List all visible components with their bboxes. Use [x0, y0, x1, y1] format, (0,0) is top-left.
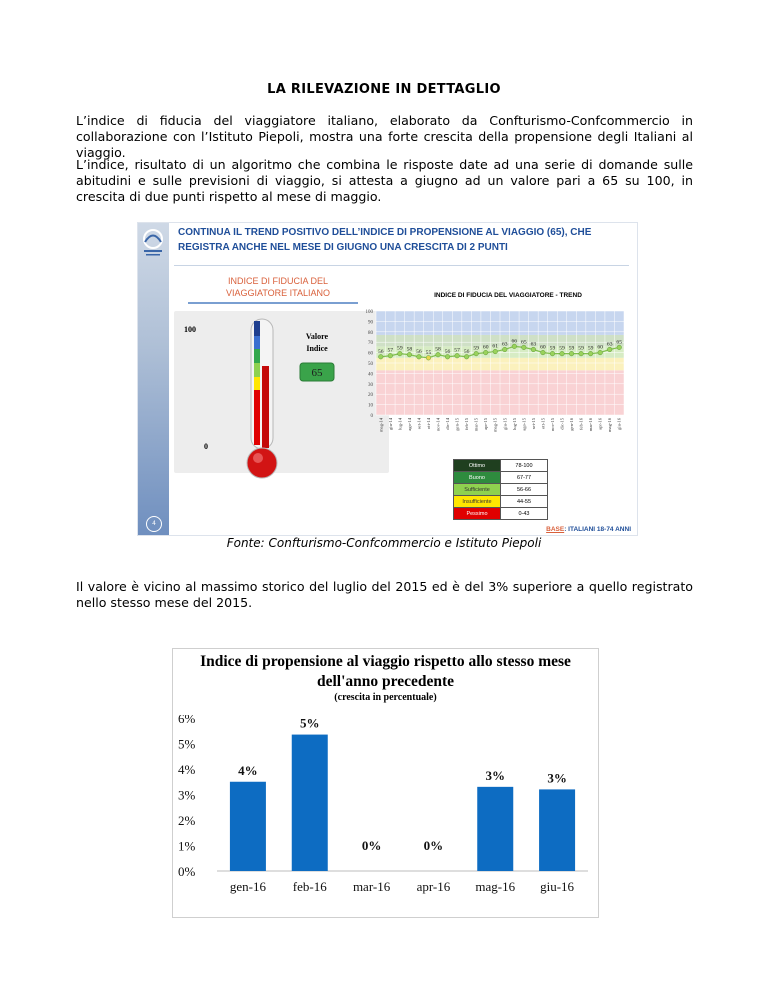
bar-data-label: 3% [547, 770, 567, 786]
trend-data-label: 59 [397, 345, 403, 352]
trend-point [502, 347, 507, 352]
value-label-line2: Indice [306, 344, 328, 353]
trend-data-label: 65 [616, 339, 623, 346]
legend-table [453, 459, 548, 520]
bar [230, 782, 266, 871]
trend-data-label: 59 [549, 345, 556, 352]
bar-ytick-label: 3% [178, 787, 196, 803]
trend-point [579, 351, 584, 356]
trend-data-label: 66 [511, 338, 518, 345]
trend-data-label: 56 [444, 348, 451, 355]
trend-xtick-label: giu-14 [387, 418, 393, 430]
legend-row [454, 508, 548, 520]
presentation-slide [137, 222, 638, 536]
trend-point [588, 351, 593, 356]
trend-xtick-label: ago-14 [406, 418, 412, 431]
trend-xtick-label: gen-15 [454, 418, 460, 431]
thermo-bulb-highlight [253, 453, 263, 463]
scale-insufficiente [254, 377, 260, 390]
trend-ytick-label: 50 [368, 362, 373, 367]
trend-data-label: 57 [454, 347, 460, 354]
trend-xtick-label: lug-15 [511, 418, 517, 430]
trend-data-label: 55 [425, 349, 432, 356]
bar-chart-frame [172, 648, 599, 918]
scale-ottimo [254, 321, 260, 336]
trend-xtick-label: mag-14 [378, 418, 384, 433]
legend-range: 56-66 [501, 484, 548, 496]
trend-xtick-label: lug-14 [397, 418, 403, 430]
trend-data-label: 59 [473, 345, 479, 352]
slide-sidebar [138, 223, 169, 535]
bar-chart-subtitle: (crescita in percentuale) [334, 692, 437, 703]
trend-ytick-label: 100 [365, 310, 373, 315]
piepoli-logo-icon [138, 223, 169, 283]
chart-source-caption: Fonte: Confturismo-Confcommercio e Istituto Piepoli [226, 536, 542, 550]
bar-xtick-label: mar-16 [352, 879, 391, 894]
trend-data-label: 63 [530, 341, 537, 348]
trend-data-label: 61 [492, 343, 499, 350]
bar-xtick-label: gen-16 [229, 879, 266, 894]
trend-point [436, 352, 441, 357]
trend-xtick-label: feb-16 [578, 418, 584, 430]
slide-title: CONTINUA IL TREND POSITIVO DELL’INDICE DI PROPENSIONE AL VIAGGIO (65), CHE REGISTRA ANCHE NEL MESE DI GIUGNO UNA CRESCITA DI 2 PUNTI [178, 227, 592, 253]
trend-xtick-label: set-15 [530, 418, 536, 430]
trend-xtick-label: feb-15 [464, 418, 470, 430]
trend-point [607, 347, 612, 352]
legend-row [454, 472, 548, 484]
trend-data-label: 63 [501, 341, 508, 348]
trend-point [522, 345, 527, 350]
trend-point [569, 351, 574, 356]
scale-buono [254, 336, 260, 349]
trend-point [455, 353, 460, 358]
bar-data-label: 5% [300, 715, 320, 731]
bar-ytick-label: 0% [178, 864, 196, 879]
trend-data-label: 59 [559, 345, 565, 352]
trend-data-label: 65 [521, 339, 527, 346]
trend-data-label: 60 [597, 344, 603, 351]
trend-data-label: 58 [406, 346, 413, 353]
trend-point [378, 354, 383, 359]
index-title-underline [188, 302, 358, 304]
trend-point [417, 354, 422, 359]
page-title: LA RILEVAZIONE IN DETTAGLIO [267, 82, 501, 97]
trend-data-label: 56 [416, 348, 422, 355]
bar [539, 789, 575, 871]
trend-point [493, 349, 498, 354]
thermo-mercury [262, 366, 269, 448]
trend-xtick-label: mar-16 [588, 418, 594, 432]
legend-range: 0-43 [501, 508, 548, 520]
legend-range: 78-100 [501, 460, 548, 472]
trend-xtick-label: ott-14 [425, 418, 431, 429]
trend-point [560, 351, 565, 356]
intro-paragraph: L’indice di fiducia del viaggiatore italiano, elaborato da Confturismo-Confcommercio in collaborazione con l’Istituto Piepoli, mostra una forte crescita della propensione degli Italiani al viaggio. [76, 113, 693, 161]
trend-point [474, 351, 479, 356]
bar [477, 787, 513, 871]
trend-xtick-label: nov-14 [435, 418, 441, 432]
base-note-text: : ITALIANI 18-74 ANNI [564, 526, 631, 533]
record-paragraph: Il valore è vicino al massimo storico del luglio del 2015 ed è del 3% superiore a quello registrato nello stesso mese del 2015. [76, 579, 693, 611]
trend-point [617, 345, 622, 350]
trend-point [550, 351, 555, 356]
bar-ytick-label: 6% [178, 715, 196, 726]
trend-xtick-label: dic-14 [445, 418, 451, 430]
trend-xtick-label: dic-15 [559, 418, 565, 430]
scale-pessimo [254, 390, 260, 445]
bar-data-label: 0% [361, 838, 382, 853]
legend-label: Pessimo [454, 508, 501, 520]
trend-data-label: 56 [463, 348, 470, 355]
trend-xtick-label: apr-15 [483, 418, 489, 430]
trend-xtick-label: mag-16 [607, 418, 613, 433]
slide-divider [174, 265, 629, 266]
trend-point [407, 352, 412, 357]
trend-data-label: 57 [387, 347, 394, 354]
bar-ytick-label: 1% [178, 838, 196, 854]
trend-data-label: 59 [587, 345, 594, 352]
bar-ytick-label: 2% [178, 813, 196, 828]
thermo-max-label: 100 [184, 325, 196, 334]
bar-xtick-label: feb-16 [292, 879, 327, 894]
trend-point [541, 350, 546, 355]
trend-data-label: 59 [568, 345, 575, 352]
trend-xtick-label: ago-15 [521, 418, 527, 431]
trend-ytick-label: 10 [368, 403, 373, 409]
thermo-bulb [247, 448, 277, 478]
base-note-prefix: BASE [546, 526, 565, 533]
trend-point [388, 353, 393, 358]
trend-point [512, 344, 517, 349]
trend-ytick-label: 70 [368, 341, 373, 347]
trend-xtick-label: mar-15 [473, 418, 479, 432]
trend-chart-title: INDICE DI FIDUCIA DEL VIAGGIATORE - TREND [434, 292, 582, 299]
trend-ytick-label: 30 [368, 382, 373, 388]
trend-ytick-label: 90 [368, 320, 373, 326]
index-paragraph: L’indice, risultato di un algoritmo che combina le risposte date ad una serie di domande sulle abitudini e sulle previsioni di viaggio, si attesta a giugno ad un valore pari a 65 su 100, in crescita di due punti rispetto al mese di maggio. [76, 157, 693, 205]
trend-ytick-label: 80 [368, 330, 373, 336]
bar-data-label: 4% [238, 762, 258, 778]
trend-xtick-label: apr-16 [597, 418, 603, 430]
value-label-line1: Valore [305, 332, 329, 341]
scale-sufficiente-low [254, 363, 260, 377]
trend-point [483, 350, 488, 355]
trend-xtick-label: gen-16 [569, 418, 575, 431]
legend-label: Ottimo [454, 460, 501, 472]
bar-data-label: 0% [423, 838, 444, 853]
trend-point [598, 350, 603, 355]
trend-ytick-label: 0 [370, 414, 373, 419]
trend-xtick-label: nov-15 [549, 418, 555, 432]
trend-point [426, 356, 431, 361]
bar-ytick-label: 5% [178, 736, 196, 752]
trend-point [398, 351, 403, 356]
thermometer [174, 311, 389, 486]
trend-point [464, 354, 469, 359]
legend-label: Sufficiente [454, 484, 501, 496]
value-number: 65 [311, 367, 323, 379]
trend-xtick-label: giu-16 [616, 418, 622, 430]
slide-number: 4 [146, 516, 162, 532]
trend-ytick-label: 60 [368, 351, 373, 357]
trend-data-label: 56 [377, 348, 384, 355]
trend-point [445, 354, 450, 359]
bar-chart-title: Indice di propensione al viaggio rispetto allo stesso mese dell'anno precedente [200, 653, 571, 690]
trend-data-label: 59 [578, 345, 584, 352]
trend-ytick-label: 40 [368, 372, 373, 378]
bar-data-label: 3% [485, 767, 505, 783]
bar-xtick-label: giu-16 [540, 879, 575, 894]
trend-xtick-label: mag-15 [492, 418, 498, 433]
thermo-min-label: 0 [204, 442, 208, 451]
legend-row [454, 484, 548, 496]
scale-sufficiente [254, 349, 260, 363]
legend-label: Buono [454, 472, 501, 484]
bar-chart [173, 715, 598, 915]
trend-chart [360, 303, 630, 443]
trend-data-label: 63 [606, 341, 613, 348]
legend-row [454, 496, 548, 508]
trend-point [531, 347, 536, 352]
legend-label: Insufficiente [454, 496, 501, 508]
legend-row [454, 460, 548, 472]
trend-xtick-label: ott-15 [540, 418, 546, 429]
legend-range: 67-77 [501, 472, 548, 484]
trend-data-label: 60 [540, 344, 546, 351]
trend-data-label: 58 [435, 346, 441, 353]
index-title: INDICE DI FIDUCIA DEL VIAGGIATORE ITALIANO [225, 276, 331, 298]
legend-range: 44-55 [501, 496, 548, 508]
trend-xtick-label: set-14 [416, 418, 422, 430]
bar [292, 735, 328, 871]
bar-ytick-label: 4% [178, 762, 196, 777]
trend-xtick-label: giu-15 [502, 418, 508, 430]
bar-xtick-label: mag-16 [475, 879, 516, 894]
trend-ytick-label: 20 [368, 393, 373, 399]
base-note [546, 526, 631, 533]
trend-data-label: 60 [482, 344, 489, 351]
bar-xtick-label: apr-16 [416, 879, 451, 894]
